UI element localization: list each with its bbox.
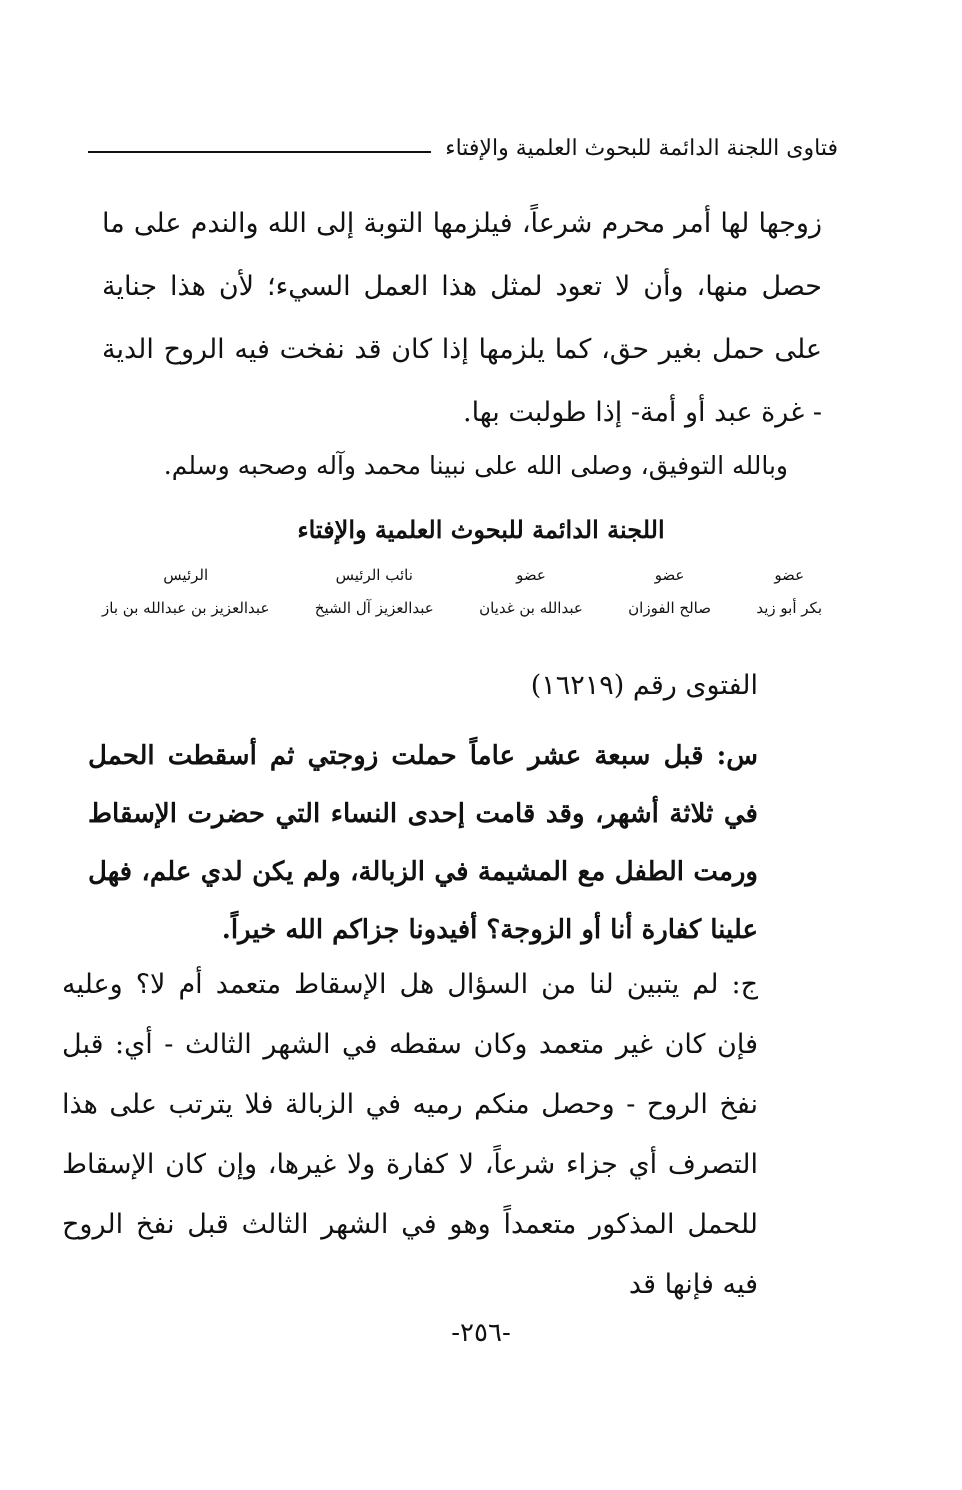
- committee-member: [102, 560, 269, 626]
- committee-member: [479, 560, 583, 626]
- member-name: عبدالعزيز آل الشيخ: [314, 599, 434, 617]
- member-name: بكر أبو زيد: [756, 599, 822, 617]
- committee-name: اللجنة الدائمة للبحوث العلمية والإفتاء: [297, 515, 665, 544]
- closing-line: وبالله التوفيق، وصلى الله على نبينا محمد وآله وصحبه وسلم.: [163, 451, 788, 480]
- committee-member: [756, 560, 822, 626]
- committee-signatures: [102, 560, 822, 626]
- committee-member: [315, 560, 434, 626]
- fatwa-answer: ج: لم يتبين لنا من السؤال هل الإسقاط متعمد أم لا؟ وعليه فإن كان غير متعمد وكان سقطه في الشهر الثالث - أي: قبل نفخ الروح - وحصل منكم رميه في الزبالة فلا يترتب على هذا التصرف أي جزاء شرعاً، لا كفارة ولا غيرها، وإن كان الإسقاط للحمل المذكور متعمداً وهو في الشهر الثالث قبل نفخ الروح فيه فإنها قد: [62, 969, 758, 1300]
- running-header-title: فتاوى اللجنة الدائمة للبحوث العلمية والإفتاء: [445, 135, 838, 161]
- member-role: عضو: [654, 566, 685, 584]
- header-rule: [88, 151, 431, 153]
- member-name: عبدالله بن غديان: [479, 599, 583, 617]
- fatwa-number: الفتوى رقم (١٦٢١٩): [530, 670, 758, 701]
- member-role: الرئيس: [163, 566, 209, 584]
- member-name: صالح الفوزان: [628, 599, 711, 617]
- member-role: نائب الرئيس: [335, 566, 413, 584]
- page-number: -٢٥٦-: [451, 1318, 511, 1348]
- fatwa-question: س: قبل سبعة عشر عاماً حملت زوجتي ثم أسقطت الحمل في ثلاثة أشهر، وقد قامت إحدى النساء التي حضرت الإسقاط ورمت الطفل مع المشيمة في الزبالة، ولم يكن لدي علم، فهل علينا كفارة أنا أو الزوجة؟ أفيدونا جزاكم الله خيراً.: [88, 741, 758, 945]
- member-role: عضو: [774, 566, 805, 584]
- member-name: عبدالعزيز بن عبدالله بن باز: [102, 599, 270, 617]
- member-role: عضو: [516, 566, 546, 584]
- committee-member: [628, 560, 711, 626]
- running-header: [88, 128, 838, 168]
- continued-answer-paragraph: زوجها لها أمر محرم شرعاً، فيلزمها التوبة إلى الله والندم على ما حصل منها، وأن لا تعود لمثل هذا العمل السيء؛ لأن هذا جناية على حمل بغير حق، كما يلزمها إذا كان قد نفخت فيه الروح الدية - غرة عبد أو أمة- إذا طولبت بها.: [102, 208, 822, 428]
